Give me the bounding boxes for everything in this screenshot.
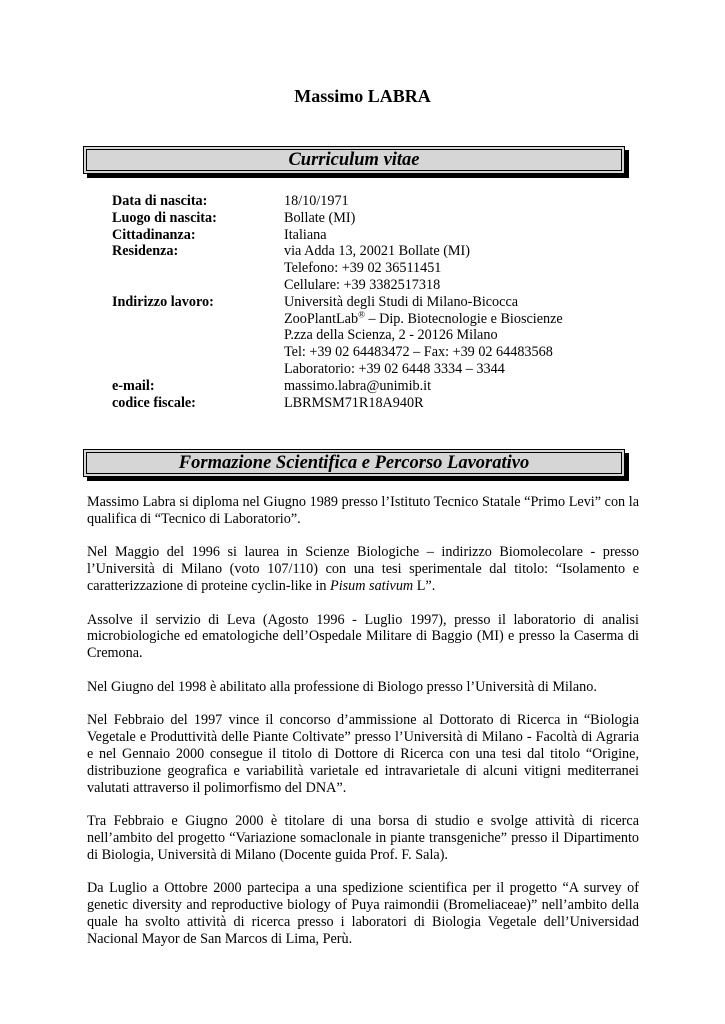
info-row-citizenship: [112, 227, 563, 244]
info-label: Cittadinanza:: [112, 226, 196, 243]
paragraph-military-service: Assolve il servizio di Leva (Agosto 1996 - Luglio 1997), presso il laboratorio di analisi microbiologiche ed ematologiche dell’Ospedale Militare di Baggio (MI) e presso la Caserma di Cremona.: [87, 611, 639, 662]
section-header-education: [83, 449, 625, 477]
info-row-birthplace: [112, 210, 563, 227]
info-value: [284, 243, 470, 293]
info-label: codice fiscale:: [112, 394, 196, 411]
residence-mobile: Cellulare: +39 3382517318: [284, 276, 441, 293]
info-row-work-address: [112, 294, 563, 378]
info-row-residence: [112, 243, 563, 293]
paragraph-phd: Nel Febbraio del 1997 vince il concorso d’ammissione al Dottorato di Ricerca in “Biologia Vegetale e Produttività delle Piante Coltivate” presso l’Università di Milano - Facoltà di Agraria e nel Gennaio 2000 consegue il titolo di Dottore di Ricerca con una tesi dal titolo “Origine, distribuzione geografica e variabilità varietale ed intravarietale di alcuni vitigni mediterranei valutati attraverso il polimorfismo del DNA”.: [87, 712, 639, 796]
paragraph-qualification: Nel Giugno del 1998 è abilitato alla professione di Biologo presso l’Università di Milano.: [87, 678, 597, 695]
paragraph-degree: Nel Maggio del 1996 si laurea in Scienze Biologiche – indirizzo Biomolecolare - presso l’Università di Milano (voto 107/110) con una tesi sperimentale dal titolo: “Isolamento e caratterizzazione di proteine cyclin-like in Pisum sativum L”.: [87, 544, 639, 594]
info-value: 18/10/1971: [284, 193, 349, 209]
info-value: [284, 294, 563, 378]
residence-phone: Telefono: +39 02 36511451: [284, 260, 442, 277]
work-lab-phone: Laboratorio: +39 02 6448 3334 – 3344: [284, 360, 505, 377]
personal-info-table: [112, 193, 563, 411]
info-value: Bollate (MI): [284, 209, 356, 226]
work-university: Università degli Studi di Milano-Bicocca: [284, 293, 519, 310]
email-link[interactable]: massimo.labra@unimib.it: [284, 377, 432, 394]
paragraph-diploma: Massimo Labra si diploma nel Giugno 1989 presso l’Istituto Tecnico Statale “Primo Levi” con la qualifica di “Tecnico di Laboratorio”.: [87, 494, 639, 527]
info-label: Luogo di nascita:: [112, 209, 217, 226]
section-title: Formazione Scientifica e Percorso Lavorativo: [178, 453, 530, 473]
section-title: Curriculum vitae: [288, 150, 420, 170]
residence-address: via Adda 13, 20021 Bollate (MI): [284, 243, 470, 260]
work-phone-fax: Tel: +39 02 64483472 – Fax: +39 02 64483568: [284, 344, 553, 361]
work-street: P.zza della Scienza, 2 - 20126 Milano: [284, 327, 498, 344]
info-label: e-mail:: [112, 377, 155, 394]
info-row-email: [112, 378, 563, 395]
paragraph-scholarship: Tra Febbraio e Giugno 2000 è titolare di una borsa di studio e svolge attività di ricerca nell’ambito del progetto “Variazione somaclonale in piante transgeniche” presso il Dipartimento di Biologia, Università di Milano (Docente guida Prof. F. Sala).: [87, 813, 639, 863]
career-text: [87, 494, 639, 964]
section-header-cv: [83, 146, 625, 174]
work-department: ZooPlantLab® – Dip. Biotecnologie e Bioscienze: [284, 308, 563, 327]
info-label: Residenza:: [112, 243, 179, 260]
info-value: LBRMSM71R18A940R: [284, 394, 424, 411]
info-row-tax-code: [112, 395, 563, 412]
paragraph-expedition: Da Luglio a Ottobre 2000 partecipa a una spedizione scientifica per il progetto “A survey of genetic diversity and reproductive biology of Puya raimondii (Bromeliaceae)” nell’ambito della quale ha svolto attività di ricerca presso i laboratori di Biologia Vegetale dell’Universidad Nacional Mayor de San Marcos di Lima, Perù.: [87, 880, 639, 947]
info-value: Italiana: [284, 226, 327, 243]
info-label: Data di nascita:: [112, 193, 208, 209]
document-title: Massimo LABRA: [294, 86, 431, 106]
info-row-birthdate: [112, 193, 563, 210]
info-label: Indirizzo lavoro:: [112, 293, 214, 310]
